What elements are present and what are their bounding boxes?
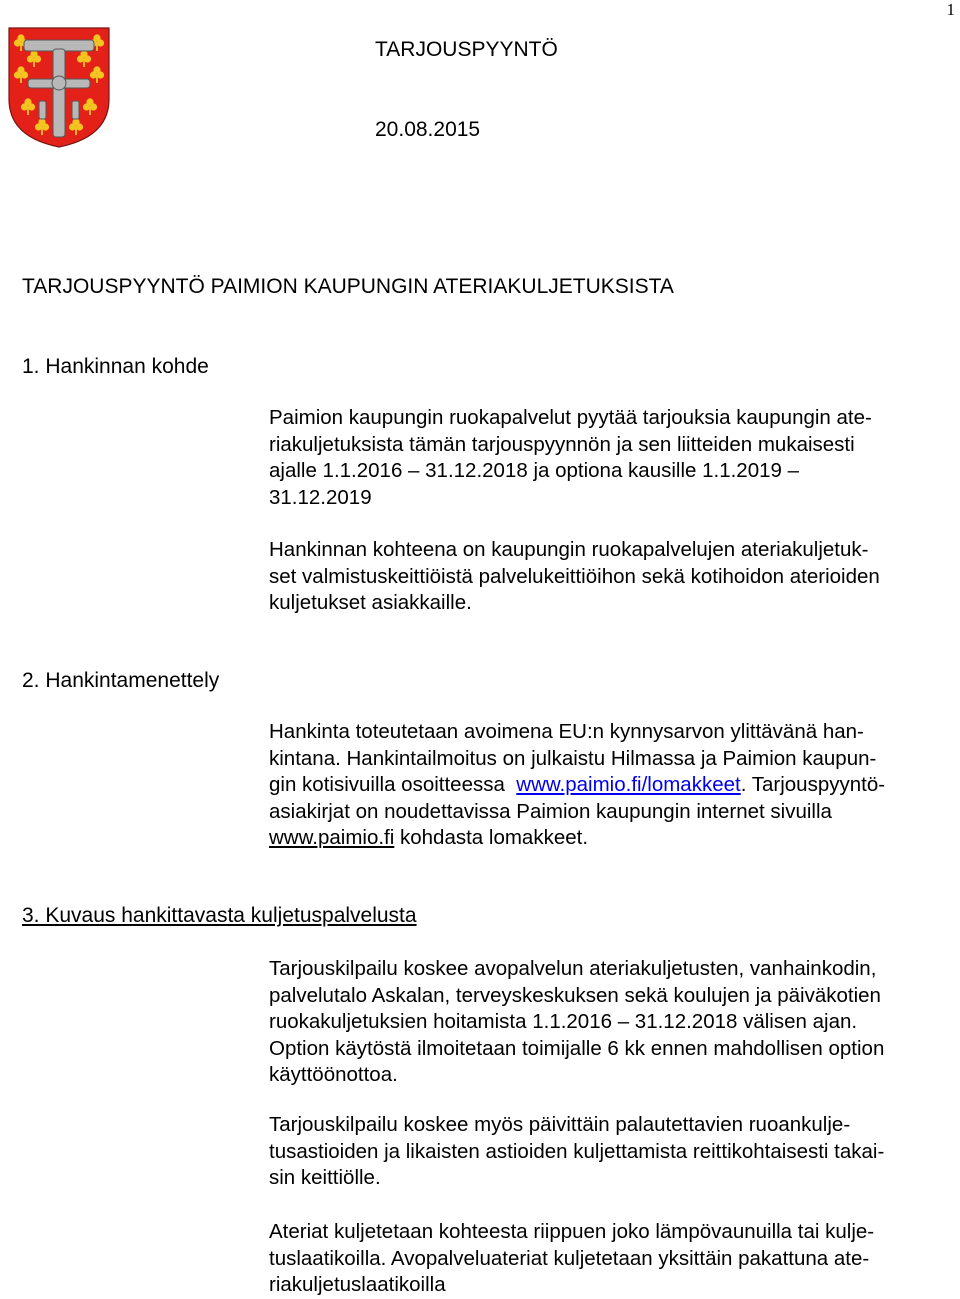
text-line: 31.12.2019 <box>269 485 372 509</box>
section-heading-3: 3. Kuvaus hankittavasta kuljetuspalvelusta <box>22 904 417 927</box>
text-segment: . Tarjouspyyntö- <box>740 773 886 796</box>
section-3-paragraph-3 <box>269 1219 959 1299</box>
text-line: riakuljetuslaatikoilla <box>269 1273 446 1296</box>
text-line: tuslaatikoilla. Avopalveluateriat kuljetetaan yksittäin pakattuna ate- <box>269 1246 870 1270</box>
section-2-paragraph <box>269 719 959 852</box>
link-paimio[interactable]: www.paimio.fi <box>269 826 395 849</box>
link-paimio-lomakkeet[interactable]: www.paimio.fi/lomakkeet <box>516 773 741 796</box>
text-segment: kohdasta lomakkeet. <box>394 826 589 849</box>
section-3-paragraph-1 <box>269 956 959 1089</box>
text-line: Tarjouskilpailu koskee myös päivittäin palautettavien ruoankulje- <box>269 1113 851 1136</box>
text-line: tusastioiden ja likaisten astioiden kuljettamista reittikohtaisesti takai- <box>269 1139 885 1163</box>
text-line: kuljetukset asiakkaille. <box>269 591 472 614</box>
document-date: 20.08.2015 <box>375 118 481 141</box>
text-line: asiakirjat on noudettavissa Paimion kaupungin internet sivuilla <box>269 799 832 823</box>
text-line: Paimion kaupungin ruokapalvelut pyytää tarjouksia kaupungin ate- <box>269 406 872 429</box>
text-line <box>269 772 959 799</box>
section-heading-2: 2. Hankintamenettely <box>22 669 220 692</box>
section-1-paragraph-2 <box>269 537 959 617</box>
text-line: Tarjouskilpailu koskee avopalvelun ateriakuljetusten, vanhainkodin, <box>269 957 877 980</box>
text-line: set valmistuskeittiöistä palvelukeittiöihon sekä kotihoidon aterioiden <box>269 564 880 588</box>
page-title: TARJOUSPYYNTÖ PAIMION KAUPUNGIN ATERIAKULJETUKSISTA <box>22 275 674 298</box>
text-line: Ateriat kuljetetaan kohteesta riippuen joko lämpövaunuilla tai kulje- <box>269 1220 875 1243</box>
text-line: kintana. Hankintailmoitus on julkaistu Hilmassa ja Paimion kaupun- <box>269 746 877 770</box>
text-line <box>269 825 959 852</box>
document-type: TARJOUSPYYNTÖ <box>375 38 558 61</box>
section-3-paragraph-2 <box>269 1112 959 1192</box>
section-1-paragraph-1 <box>269 405 959 511</box>
page-number: 1 <box>946 0 955 19</box>
text-line: Hankinta toteutetaan avoimena EU:n kynnysarvon ylittävänä han- <box>269 720 864 743</box>
text-line: sin keittiölle. <box>269 1166 381 1189</box>
text-line: ruokakuljetuksien hoitamista 1.1.2016 – 31.12.2018 välisen ajan. <box>269 1010 858 1033</box>
text-line: ajalle 1.1.2016 – 31.12.2018 ja optiona kausille 1.1.2019 – <box>269 459 800 482</box>
text-line: Hankinnan kohteena on kaupungin ruokapalvelujen ateriakuljetuk- <box>269 538 869 561</box>
text-line: Option käytöstä ilmoitetaan toimijalle 6 kk ennen mahdollisen option <box>269 1036 885 1060</box>
text-line: palvelutalo Askalan, terveyskeskuksen sekä koulujen ja päiväkotien <box>269 983 881 1007</box>
text-line: käyttöönottoa. <box>269 1063 398 1086</box>
coat-of-arms-logo <box>6 25 112 149</box>
text-line: riakuljetuksista tämän tarjouspyynnön ja sen liitteiden mukaisesti <box>269 432 855 456</box>
section-heading-1: 1. Hankinnan kohde <box>22 355 209 378</box>
text-segment: gin kotisivuilla osoitteessa <box>269 773 517 796</box>
